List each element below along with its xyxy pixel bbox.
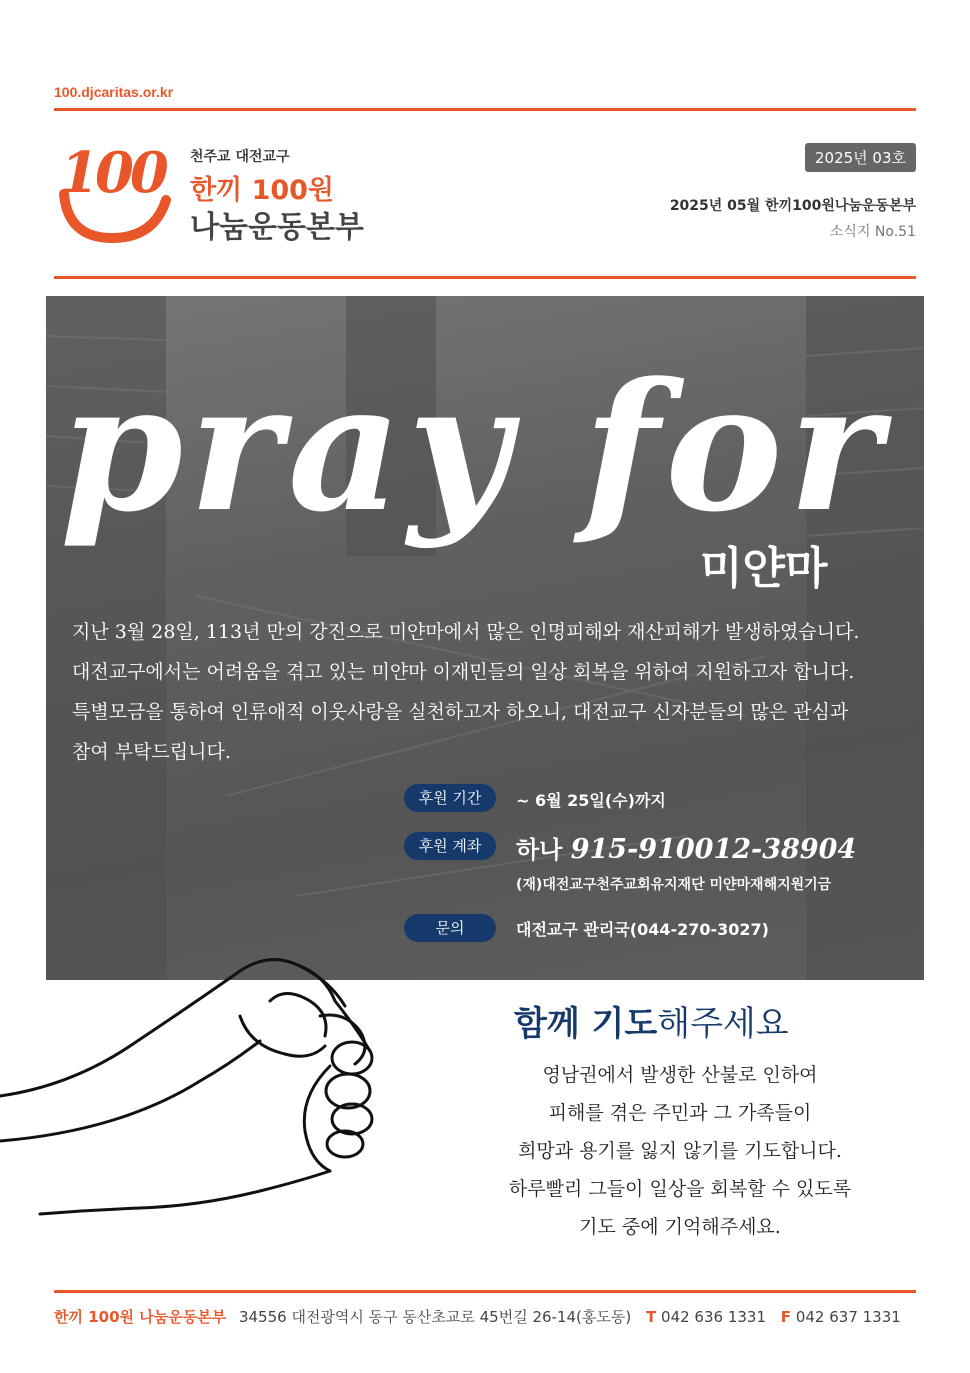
tel-label: T (646, 1308, 657, 1326)
period-label: 후원 기간 (404, 784, 496, 812)
prayer-line: 희망과 용기를 잃지 않기를 기도합니다. (518, 1140, 842, 1162)
hero-body-line: 참여 부탁드립니다. (72, 741, 231, 763)
hero-subtitle: 미얀마 (700, 543, 828, 594)
prayer-title-bold: 함께 기도 (514, 1004, 658, 1044)
prayer-line: 기도 중에 기억해주세요. (579, 1216, 781, 1238)
account-number[interactable]: 915-910012-38904 (570, 834, 857, 865)
prayer-line: 피해를 겪은 주민과 그 가족들이 (548, 1102, 812, 1124)
logo-100-text: 100 (60, 140, 165, 206)
smile-100-logo (54, 134, 174, 244)
prayer-line: 하루빨리 그들이 일상을 회복할 수 있도록 (508, 1178, 852, 1200)
footer (54, 1306, 901, 1327)
account-label: 후원 계좌 (404, 832, 496, 860)
account-info (516, 830, 856, 865)
footer-address: 34556 대전광역시 동구 동산초교로 45번길 26-14(홍도동) (238, 1308, 632, 1326)
issue-date: 2025년 05월 한끼100원나눔운동본부 (669, 198, 916, 214)
footer-fax: 042 637 1331 (795, 1308, 901, 1326)
footer-tel[interactable]: 042 636 1331 (661, 1308, 767, 1326)
header-bottom-rule (54, 276, 916, 279)
clasped-hands-illustration (0, 946, 480, 1226)
account-bank: 하나 (516, 836, 563, 864)
header-top-rule (54, 108, 916, 111)
footer-rule (54, 1290, 916, 1293)
period-value: ~ 6월 25일(수)까지 (516, 791, 666, 810)
issue-number: 소식지 No.51 (829, 224, 916, 240)
prayer-text (470, 1056, 890, 1246)
hero-body-line: 특별모금을 통하여 인류애적 이웃사랑을 실천하고자 하오니, 대전교구 신자분들의 많은 관심과 (72, 701, 849, 723)
prayer-line: 영남권에서 발생한 산불로 인하여 (542, 1064, 818, 1086)
hero-body-line: 지난 3월 28일, 113년 만의 강진으로 미얀마에서 많은 인명피해와 재산피해가 발생하였습니다. (72, 621, 860, 643)
org-name-line2: 나눔운동본부 (190, 210, 364, 245)
footer-org: 한끼 100원 나눔운동본부 (54, 1308, 227, 1326)
site-url[interactable]: 100.djcaritas.or.kr (54, 84, 174, 100)
hero-body (72, 612, 912, 772)
prayer-title-rest: 해주세요 (657, 1004, 789, 1044)
contact-label: 문의 (404, 914, 496, 942)
hero-body-line: 대전교구에서는 어려움을 겪고 있는 미얀마 이재민들의 일상 회복을 위하여 지원하고자 합니다. (72, 661, 855, 683)
org-subtitle: 천주교 대전교구 (190, 149, 290, 165)
fax-label: F (780, 1308, 792, 1326)
org-name-line1: 한끼 100원 (190, 175, 335, 206)
contact-value[interactable]: 대전교구 관리국(044-270-3027) (516, 920, 769, 939)
hero-title: pray for (60, 344, 888, 551)
issue-badge: 2025년 03호 (805, 143, 916, 172)
account-holder: (재)대전교구천주교회유지재단 미얀마재해지원기금 (516, 877, 832, 893)
prayer-title (514, 996, 789, 1045)
